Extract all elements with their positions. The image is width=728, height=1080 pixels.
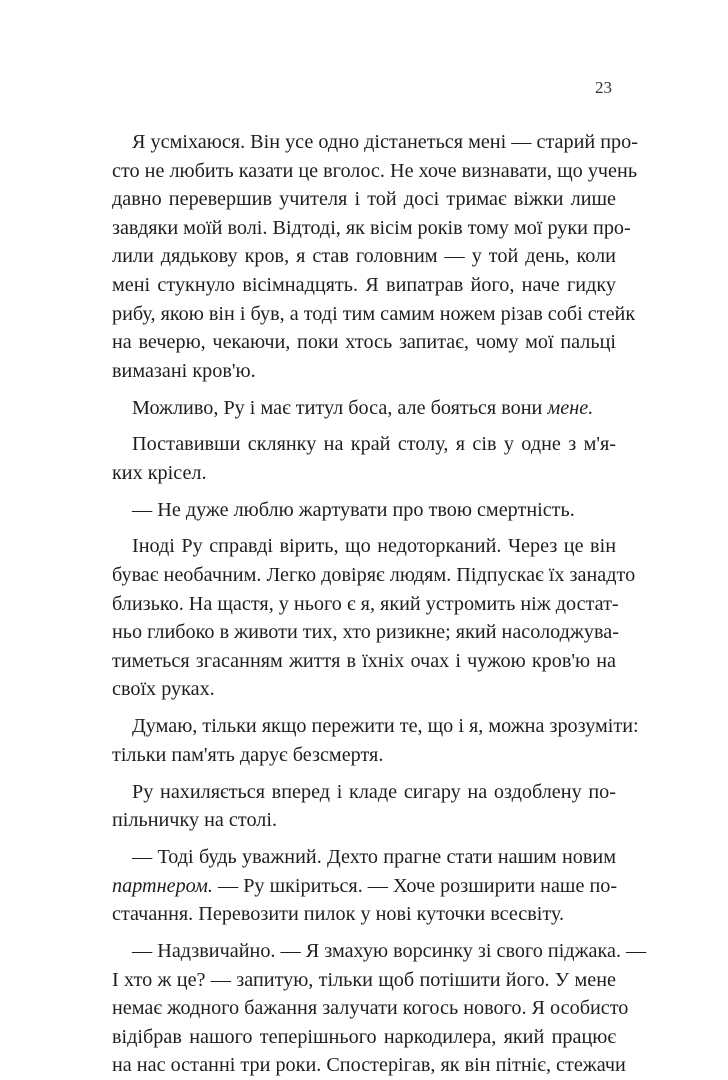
text-line: близько. На щастя, у нього є я, який устромить ніж достат- xyxy=(112,592,619,615)
text-line: — Тоді будь уважний. Дехто прагне стати нашим новим xyxy=(132,845,616,868)
paragraph xyxy=(112,496,616,525)
paragraph xyxy=(112,778,616,835)
text-line: рибу, якою він і був, а тоді тим самим ножем різав собі стейк xyxy=(112,302,636,325)
text-line: буває необачним. Легко довіряє людям. Підпускає їх занадто xyxy=(112,564,636,587)
text-line: стачання. Перевозити пилок у нові куточки всесвіту. xyxy=(112,903,565,926)
emphasis-text: мене. xyxy=(547,396,594,419)
paragraph xyxy=(112,712,639,769)
text-line: завдяки моїй волі. Відтоді, як вісім років тому мої руки про- xyxy=(112,216,631,239)
text-line: Думаю, тільки якщо пережити те, що і я, можна зрозуміти: xyxy=(132,715,639,738)
text-line: вимазані кров'ю. xyxy=(112,359,256,382)
text-line: тільки пам'ять дарує безсмертя. xyxy=(112,743,384,766)
text-line: Іноді Ру справді вірить, що недоторканий. Через це він xyxy=(132,535,616,558)
text-line: ньо глибоко в животи тих, хто ризикне; який насолоджува- xyxy=(112,621,619,644)
text-line: немає жодного бажання залучати когось нового. Я особисто xyxy=(112,997,629,1020)
text-line: мені стукнуло вісімнадцять. Я випатрав його, наче гидку xyxy=(112,273,616,296)
text-line xyxy=(112,872,616,901)
text-segment: Можливо, Ру і має титул боса, але бояться вони xyxy=(132,396,548,419)
text-line: на нас останні три роки. Спостерігав, як він пітніє, стежачи xyxy=(112,1054,626,1077)
text-line xyxy=(112,394,616,423)
text-line: давно перевершив учителя і той досі тримає віжки лише xyxy=(112,188,616,211)
paragraph xyxy=(112,937,647,1080)
text-line: на вечерю, чекаючи, поки хтось запитає, чому мої пальці xyxy=(112,331,616,354)
emphasis-text: партнером. xyxy=(112,874,213,897)
text-line: сто не любить казати це вголос. Не хоче визнавати, що учень xyxy=(112,159,638,182)
text-line: Ру нахиляється вперед і кладе сигару на оздоблену по- xyxy=(132,780,616,803)
text-line: — Не дуже люблю жартувати про твою смертність. xyxy=(132,498,575,521)
paragraph xyxy=(112,430,616,487)
text-line: лили дядькову кров, я став головним — у той день, коли xyxy=(112,245,616,268)
body-text xyxy=(112,128,647,1080)
text-line: тиметься згасанням життя в їхніх очах і чужою кров'ю на xyxy=(112,649,616,672)
text-line: Поставивши склянку на край столу, я сів у одне з м'я- xyxy=(132,433,616,456)
text-line: Я усміхаюся. Він усе одно дістанеться мені — старий про- xyxy=(132,131,638,153)
text-line: — Надзвичайно. — Я змахую ворсинку зі свого піджака. — xyxy=(132,939,647,962)
paragraph xyxy=(112,128,638,385)
text-line: І хто ж це? — запитую, тільки щоб потішити його. У мене xyxy=(112,968,616,991)
text-line: своїх руках. xyxy=(112,678,215,701)
paragraph xyxy=(112,532,636,704)
paragraph xyxy=(112,843,616,929)
page-number: 23 xyxy=(595,78,612,97)
text-line: відібрав нашого теперішнього наркодилера, який працює xyxy=(112,1025,616,1048)
paragraph xyxy=(112,394,616,423)
text-line: ких крісел. xyxy=(112,461,207,484)
text-line: пільничку на столі. xyxy=(112,809,277,832)
text-segment: — Ру шкіриться. — Хоче розширити наше по- xyxy=(212,874,618,897)
